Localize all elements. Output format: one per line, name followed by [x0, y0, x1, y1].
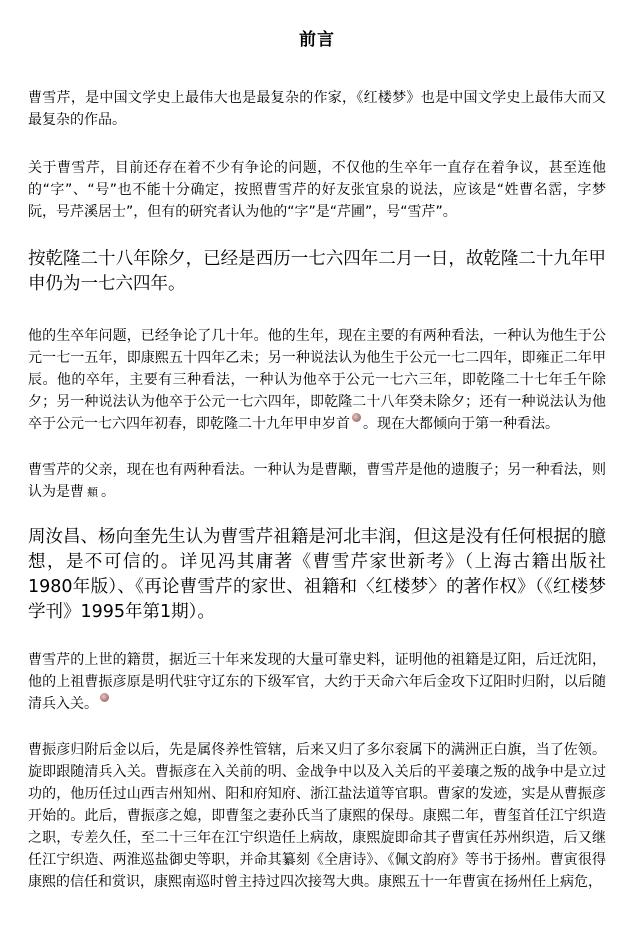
paragraph-calendar-note: 按乾隆二十八年除夕，已经是西历一七六四年二月一日，故乾隆二十九年甲申仍为一七六四年。: [28, 249, 606, 294]
paragraph-father-text: 曹雪芹的父亲，现在也有两种看法。一种认为是曹颙，曹雪芹是他的遗腹子；另一种看法，则认为是曹: [28, 462, 606, 500]
paragraph-birth-death-years: [28, 325, 606, 435]
rare-character: 頫: [87, 486, 98, 499]
document-page: [28, 20, 606, 893]
paragraph-birth-death-text: 他的生卒年问题，已经争论了几十年。他的生年，现在主要的有两种看法，一种认为他生于公元一七一五年，即康熙五十四年乙未；另一种说法认为他生于公元一七二四年，即雍正二年甲辰。他的卒年，主要有三种看法，一种认为他卒于公元一七六三年，即乾隆二十七年壬午除夕；另一种说法认为他卒于公元一七六四年，即乾隆二十八年癸未除夕；还有一种说法认为他卒于公元一七六四年初春，即乾隆二十九年甲申岁首: [28, 328, 606, 432]
paragraph-ancestral-origin: [28, 649, 606, 715]
paragraph-birth-death-tail: 。现在大都倾向于第一种看法。: [363, 416, 559, 432]
paragraph-intro: 曹雪芹，是中国文学史上最伟大也是最复杂的作家，《红楼梦》也是中国文学史上最伟大而又最复杂的作品。: [28, 90, 606, 128]
paragraph-ancestral-home-dispute: 周汝昌、杨向奎先生认为曹雪芹祖籍是河北丰润，但这是没有任何根据的臆想，是不可信的。详见冯其庸著《曹雪芹家世新考》（上海古籍出版社1980年版）、《再论曹雪芹的家世、祖籍和〈红楼梦〉的著作权》（《红楼梦学刊》1995年第1期）。: [28, 527, 606, 622]
footnote-marker-icon[interactable]: [352, 413, 361, 422]
paragraph-family-history: 曹振彦归附后金以后，先是属佟养性管辖，后来又归了多尔衮属下的满洲正白旗，当了佐领。旋即跟随清兵入关。曹振彦在入关前的明、金战争中以及入关后的平姜瓖之叛的战争中是立过功的，他历任过山西吉州知州、阳和府知府、浙江盐法道等官职。曹家的发迹，实是从曹振彦开始的。此后，曹振彦之媳，即曹玺之妻孙氏当了康熙的保母。康熙二年，曹玺首任江宁织造之职，专差久任，至二十三年在江宁织造任上病故，康熙旋即命其子曹寅任苏州织造，后又继任江宁织造、两淮巡盐御史等职，并命其纂刻《全唐诗》、《佩文韵府》等书于扬州。曹寅很得康熙的信任和赏识，康熙南巡时曾主持过四次接驾大典。康熙五十一年曹寅在扬州任上病危，: [28, 742, 606, 890]
paragraph-father: [28, 459, 606, 504]
page-title: 前言: [299, 30, 335, 50]
paragraph-name-dispute: 关于曹雪芹，目前还存在着不少有争论的问题，不仅他的生卒年一直存在着争议，甚至连他的“字”、“号”也不能十分确定，按照曹雪芹的好友张宜泉的说法，应该是“姓曹名霑，字梦阮，号芹溪居士”，但有的研究者认为他的“字”是“芹圃”，号“雪芹”。: [28, 160, 606, 220]
paragraph-ancestral-origin-text: 曹雪芹的上世的籍贯，据近三十年来发现的大量可靠史料，证明他的祖籍是辽阳，后迁沈阳，他的上祖曹振彦原是明代驻守辽东的下级军官，大约于天命六年后金攻下辽阳时归附，以后随清兵入关。: [28, 652, 606, 712]
paragraph-father-tail: 。: [101, 484, 115, 500]
footnote-marker-icon[interactable]: [100, 693, 109, 702]
